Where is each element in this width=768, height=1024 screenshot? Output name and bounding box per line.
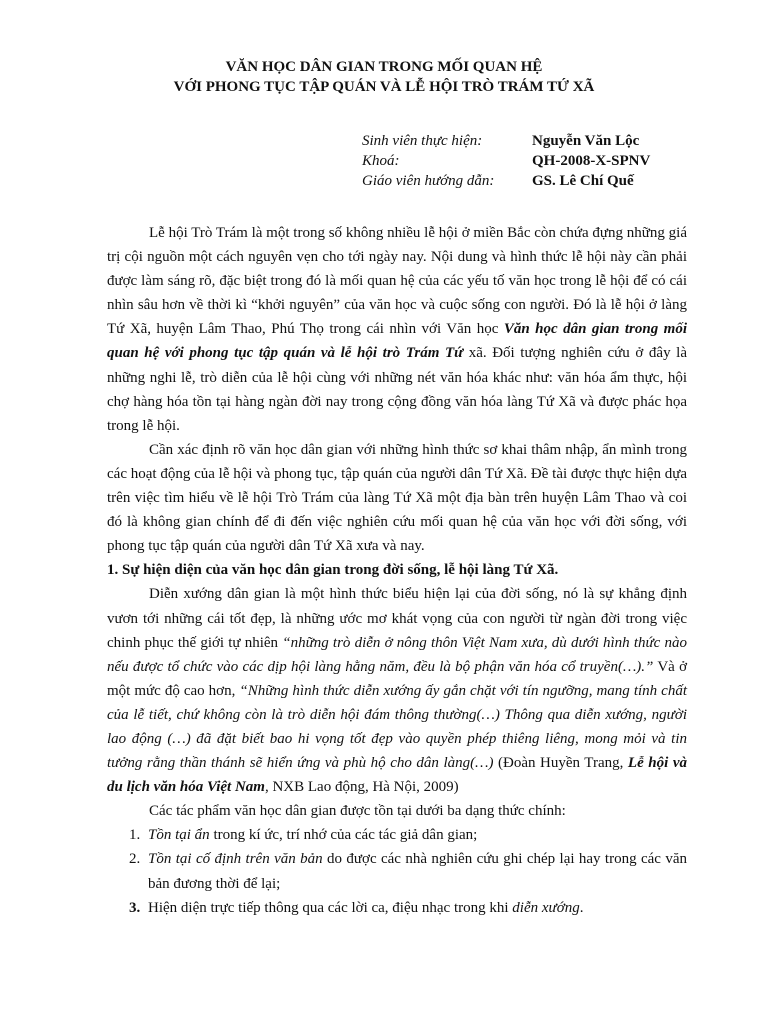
text-run-italic: “Những hình thức diễn xướng ấy gắn chặt với tín ngưỡng, mang tính chất của lễ tiết, chứ không còn là trò diễn hội đám thông thường(…) Thông qua diễn xướng, người lao động (…) đã đặt biết bao hi vọng tốt đẹp vào quyền phép thiêng liêng, mong mỏi và tin tưởng rằng thần thánh sẽ hiển ứng và phù hộ cho dân làng(…) [107,682,687,772]
info-row-student [362,131,650,151]
text-run-italic: diễn xướng [512,899,580,916]
paragraph-1 [107,221,687,438]
text-run: Hiện diện trực tiếp thông qua các lời ca, điệu nhạc trong khi [148,899,513,916]
info-value: Nguyễn Văn Lộc [532,133,640,149]
info-value: QH-2008-X-SPNV [532,153,651,169]
info-row-advisor [362,171,650,191]
info-label: Khoá: [362,153,400,169]
text-run-bold-italic: Lễ hội và du lịch văn hóa Việt Nam [107,755,687,796]
list-item [107,823,687,847]
text-run: do được các nhà nghiên cứu ghi chép lại hay trong các văn bản đương thời để lại; [148,851,687,892]
list-number: 1. [129,827,141,844]
list-item [107,847,687,895]
text-run: . [579,899,584,916]
title-line-2: VỚI PHONG TỤC TẬP QUÁN VÀ LỄ HỘI TRÒ TRÁM TỨ XÃ [173,79,595,95]
author-info [362,131,650,191]
list-number: 3. [129,899,141,916]
text-run-bold-italic: Văn học dân gian trong mối quan hệ với phong tục tập quán và lễ hội trò Trám Tứ [107,321,687,362]
paragraph-2: Cần xác định rõ văn học dân gian với những hình thức sơ khai thâm nhập, ẩn mình trong các hoạt động của lễ hội và phong tục, tập quán của người dân Tứ Xã. Đề tài được thực hiện dựa trên việc tìm hiểu về lễ hội Trò Trám của làng Tứ Xã một địa bàn trên huyện Lâm Thao và coi đó là không gian chính để đi đến việc nghiên cứu mối quan hệ của văn học với đời sống, với phong tục tập quán của người dân Tứ Xã xưa và nay. [107,441,687,555]
text-run-italic: Tồn tại ẩn [148,827,210,844]
info-value: GS. Lê Chí Quế [532,173,634,189]
text-run: Diễn xướng dân gian là một hình thức biểu hiện lại của đời sống, nó là sự khẳng định vươn tới những cái tốt đẹp, là những ước mơ khát vọng của con người từ ngàn đời trong việc chinh phục thế giới tự nhiên [107,586,687,651]
info-label: Sinh viên thực hiện: [362,133,483,149]
text-run: trong kí ức, trí nhớ của các tác giả dân gian; [209,827,478,844]
document-body [107,221,687,920]
text-run: Và ở một mức độ cao hơn, [107,658,687,699]
text-run: , NXB Lao động, Hà Nội, 2009) [264,779,459,796]
paragraph-3 [107,582,687,799]
info-row-course [362,151,650,171]
info-label: Giáo viên hướng dẫn: [362,173,495,189]
section-heading-1: 1. Sự hiện diện của văn học dân gian trong đời sống, lễ hội làng Tứ Xã. [107,562,559,579]
forms-list [107,823,687,919]
list-number: 2. [129,851,141,868]
text-run-italic: “những trò diễn ở nông thôn Việt Nam xưa, dù dưới hình thức nào nếu được tổ chức vào các dịp hội làng hằng năm, đều là bộ phận văn hóa cổ truyền(…).” [107,634,687,675]
text-run-italic: Tồn tại cố định trên văn bản [148,851,323,868]
paragraph-4: Các tác phẩm văn học dân gian được tồn tại dưới ba dạng thức chính: [149,803,566,820]
text-run: Lễ hội Trò Trám là một trong số không nhiều lễ hội ở miền Bắc còn chứa đựng những giá trị cội nguồn một cách nguyên vẹn cho tới ngày nay. Nội dung và hình thức lễ hội này cần phải được làm sáng rõ, đặc biệt trong đó là mối quan hệ của các yếu tố văn học trong lễ hội để có cái nhìn sâu hơn về thời kì “khởi nguyên” của văn học và cuộc sống con người. Đó là lễ hội ở làng Tứ Xã, huyện Lâm Thao, Phú Thọ trong cái nhìn với Văn học [107,225,687,338]
text-run: (Đoàn Huyền Trang, [493,755,628,772]
text-run: xã. Đối tượng nghiên cứu ở đây là những nghi lễ, trò diễn của lễ hội cùng với những nét văn hóa khác như: văn hóa ẩm thực, hội chợ hàng hóa tồn tại hàng ngàn đời nay trong cộng đồng văn hóa làng Tứ Xã và được phác họa trong lễ hội. [107,345,687,434]
title-line-1: VĂN HỌC DÂN GIAN TRONG MỐI QUAN HỆ [225,59,543,75]
list-item [107,896,687,920]
